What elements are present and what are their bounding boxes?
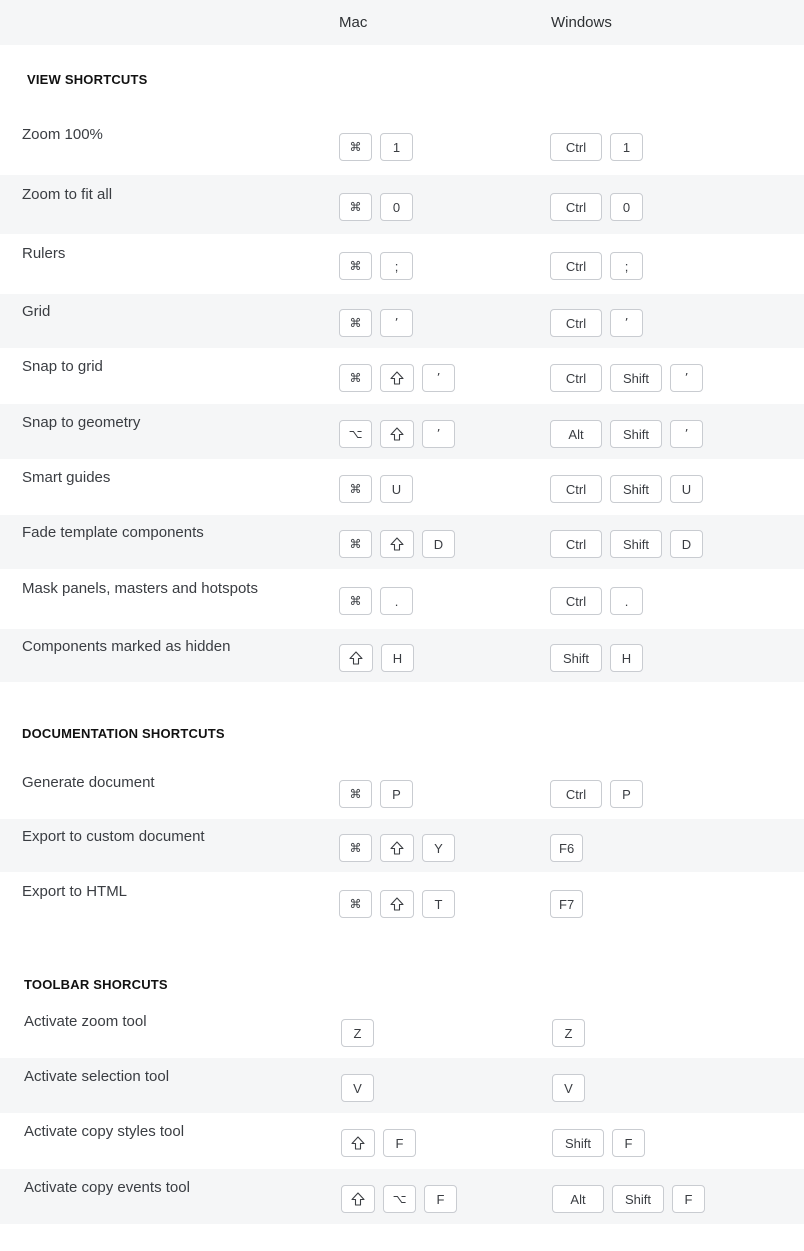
windows-keys <box>550 890 583 918</box>
windows-keys <box>550 644 643 672</box>
windows-keys <box>550 530 703 558</box>
shift-icon <box>389 536 405 552</box>
shortcut-row <box>0 294 804 348</box>
shortcut-row <box>0 404 804 459</box>
cmd-key: ⌘ <box>339 252 372 280</box>
shortcut-label: Zoom 100% <box>22 126 103 143</box>
shift-icon <box>348 650 364 666</box>
ctrl-key: Ctrl <box>550 133 602 161</box>
windows-keys <box>550 252 643 280</box>
section-title: DOCUMENTATION SHORTCUTS <box>22 726 225 741</box>
d-key: D <box>670 530 703 558</box>
mac-keys <box>341 1185 457 1213</box>
shift-icon <box>389 370 405 386</box>
alt-key: Alt <box>550 420 602 448</box>
cmd-key: ⌘ <box>339 834 372 862</box>
shortcut-label: Snap to geometry <box>22 414 141 431</box>
f7-key: F7 <box>550 890 583 918</box>
shift-key: Shift <box>550 644 602 672</box>
cmd-key: ⌘ <box>339 587 372 615</box>
1-key: 1 <box>610 133 643 161</box>
mac-keys <box>339 193 413 221</box>
windows-keys <box>550 364 703 392</box>
shortcut-label: Activate selection tool <box>24 1068 170 1085</box>
h-key: H <box>610 644 643 672</box>
mac-keys <box>339 890 455 918</box>
shortcut-label: Grid <box>22 303 51 320</box>
shortcut-row <box>0 819 804 872</box>
f-key: F <box>383 1129 416 1157</box>
mac-keys <box>339 780 413 808</box>
cmd-key: ⌘ <box>339 193 372 221</box>
shift-key <box>341 1129 375 1157</box>
shortcut-label: Rulers <box>22 245 66 262</box>
apostrophe-key: ’ <box>610 309 643 337</box>
shift-key <box>380 834 414 862</box>
shift-icon <box>389 840 405 856</box>
shortcut-label: Fade template components <box>22 524 204 541</box>
apostrophe-key: ’ <box>422 420 455 448</box>
mac-keys <box>339 252 413 280</box>
shortcut-label: Smart guides <box>22 469 111 486</box>
mac-keys <box>339 364 455 392</box>
cmd-key: ⌘ <box>339 309 372 337</box>
mac-keys <box>339 309 413 337</box>
f-key: F <box>612 1129 645 1157</box>
cmd-key: ⌘ <box>339 475 372 503</box>
shift-key: Shift <box>612 1185 664 1213</box>
shortcut-label: Activate copy styles tool <box>24 1123 185 1140</box>
ctrl-key: Ctrl <box>550 309 602 337</box>
shift-icon <box>389 426 405 442</box>
0-key: 0 <box>380 193 413 221</box>
windows-keys <box>550 780 643 808</box>
windows-keys <box>552 1074 585 1102</box>
apostrophe-key: ’ <box>670 364 703 392</box>
ctrl-key: Ctrl <box>550 475 602 503</box>
z-key: Z <box>341 1019 374 1047</box>
shortcut-label: Zoom to fit all <box>22 186 113 203</box>
shortcut-label: Activate copy events tool <box>24 1179 190 1196</box>
shift-key: Shift <box>610 530 662 558</box>
f-key: F <box>672 1185 705 1213</box>
shortcut-row <box>0 872 804 932</box>
mac-keys <box>339 587 413 615</box>
p-key: P <box>380 780 413 808</box>
ctrl-key: Ctrl <box>550 252 602 280</box>
mac-keys <box>341 1074 374 1102</box>
option-key: ⌥ <box>339 420 372 448</box>
t-key: T <box>422 890 455 918</box>
windows-column-header: Windows <box>551 14 612 31</box>
mac-keys <box>341 1019 374 1047</box>
shortcut-label: Generate document <box>22 774 155 791</box>
shortcut-row <box>0 234 804 294</box>
windows-keys <box>550 834 583 862</box>
shortcut-label: Snap to grid <box>22 358 103 375</box>
u-key: U <box>380 475 413 503</box>
period-key: . <box>380 587 413 615</box>
d-key: D <box>422 530 455 558</box>
shortcut-row <box>0 1003 804 1058</box>
shift-key <box>380 530 414 558</box>
shift-key: Shift <box>610 420 662 448</box>
apostrophe-key: ’ <box>422 364 455 392</box>
mac-keys <box>339 420 455 448</box>
shortcut-row <box>0 1113 804 1169</box>
shortcut-row <box>0 629 804 682</box>
f6-key: F6 <box>550 834 583 862</box>
shift-icon <box>350 1191 366 1207</box>
shift-icon <box>389 896 405 912</box>
z-key: Z <box>552 1019 585 1047</box>
cmd-key: ⌘ <box>339 780 372 808</box>
shortcut-row <box>0 515 804 569</box>
cmd-key: ⌘ <box>339 890 372 918</box>
section-title: VIEW SHORTCUTS <box>27 72 148 87</box>
semicolon-key: ; <box>610 252 643 280</box>
shortcut-label: Export to custom document <box>22 828 205 845</box>
shortcut-label: Export to HTML <box>22 883 128 900</box>
ctrl-key: Ctrl <box>550 193 602 221</box>
shift-key <box>380 420 414 448</box>
mac-keys <box>341 1129 416 1157</box>
cmd-key: ⌘ <box>339 530 372 558</box>
shortcut-row <box>0 175 804 234</box>
ctrl-key: Ctrl <box>550 530 602 558</box>
ctrl-key: Ctrl <box>550 587 602 615</box>
section-title: TOOLBAR SHORCUTS <box>24 977 168 992</box>
windows-keys <box>552 1019 585 1047</box>
shortcut-label: Components marked as hidden <box>22 638 231 655</box>
windows-keys <box>550 475 703 503</box>
column-header-bar <box>0 0 804 45</box>
shift-key <box>380 890 414 918</box>
cmd-key: ⌘ <box>339 133 372 161</box>
windows-keys <box>552 1129 645 1157</box>
mac-column-header: Mac <box>339 14 368 31</box>
shortcut-row <box>0 569 804 629</box>
shortcut-row <box>0 459 804 515</box>
windows-keys <box>550 309 643 337</box>
shortcut-row <box>0 764 804 819</box>
shortcut-label: Activate zoom tool <box>24 1013 147 1030</box>
v-key: V <box>552 1074 585 1102</box>
u-key: U <box>670 475 703 503</box>
shift-key: Shift <box>552 1129 604 1157</box>
mac-keys <box>339 133 413 161</box>
windows-keys <box>552 1185 705 1213</box>
cmd-key: ⌘ <box>339 364 372 392</box>
1-key: 1 <box>380 133 413 161</box>
shift-key: Shift <box>610 364 662 392</box>
f-key: F <box>424 1185 457 1213</box>
shortcut-row <box>0 1169 804 1224</box>
h-key: H <box>381 644 414 672</box>
windows-keys <box>550 133 643 161</box>
alt-key: Alt <box>552 1185 604 1213</box>
mac-keys <box>339 644 414 672</box>
shortcut-row <box>0 115 804 175</box>
shift-key <box>341 1185 375 1213</box>
mac-keys <box>339 834 455 862</box>
shortcut-row <box>0 1058 804 1113</box>
p-key: P <box>610 780 643 808</box>
shift-key <box>339 644 373 672</box>
shift-key <box>380 364 414 392</box>
shift-icon <box>350 1135 366 1151</box>
y-key: Y <box>422 834 455 862</box>
shift-key: Shift <box>610 475 662 503</box>
windows-keys <box>550 193 643 221</box>
ctrl-key: Ctrl <box>550 364 602 392</box>
period-key: . <box>610 587 643 615</box>
semicolon-key: ; <box>380 252 413 280</box>
windows-keys <box>550 587 643 615</box>
0-key: 0 <box>610 193 643 221</box>
windows-keys <box>550 420 703 448</box>
mac-keys <box>339 530 455 558</box>
ctrl-key: Ctrl <box>550 780 602 808</box>
apostrophe-key: ’ <box>670 420 703 448</box>
shortcut-label: Mask panels, masters and hotspots <box>22 580 258 597</box>
v-key: V <box>341 1074 374 1102</box>
option-key: ⌥ <box>383 1185 416 1213</box>
apostrophe-key: ’ <box>380 309 413 337</box>
shortcut-row <box>0 348 804 404</box>
mac-keys <box>339 475 413 503</box>
